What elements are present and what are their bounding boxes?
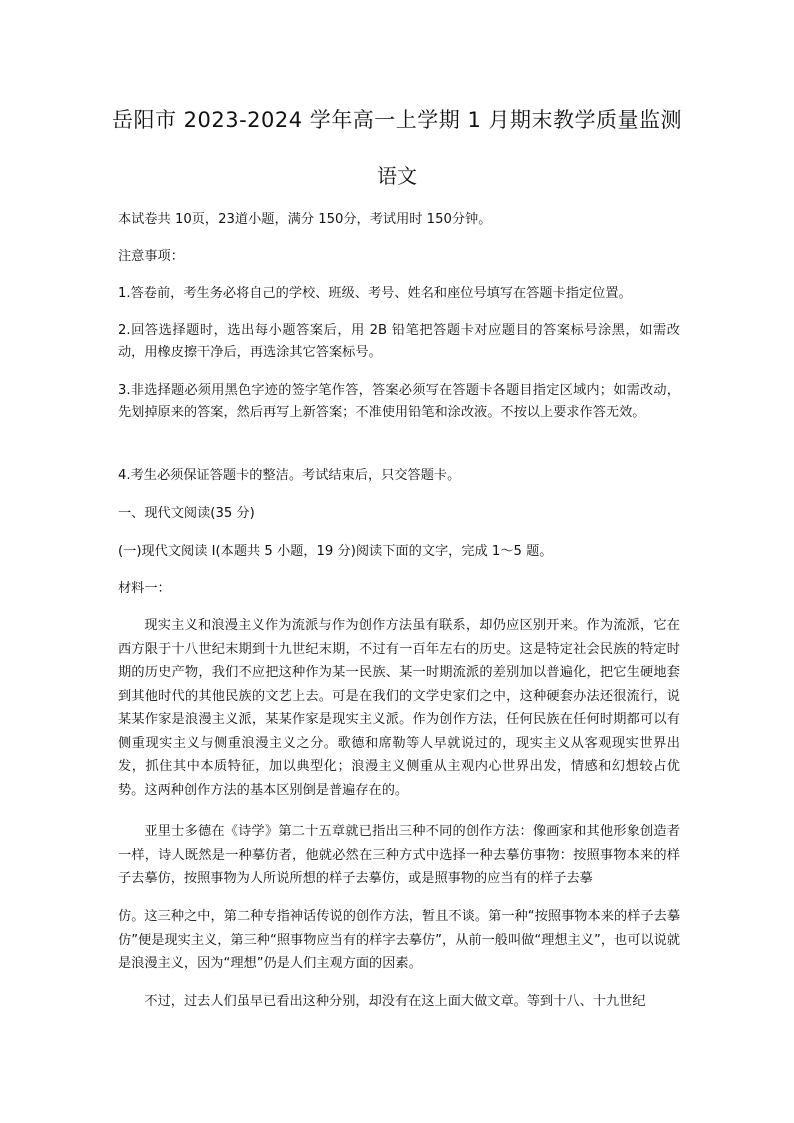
passage-paragraph: 现实主义和浪漫主义作为流派与作为创作方法虽有联系，却仍应区别开来。作为流派，它在西方限于十八世纪末期到十九世纪末期，不过有一百年左右的历史。这是特定社会民族的特定时期的历史产物，我们不应把这种作为某一民族、某一时期流派的差别加以普遍化，把它生硬地套到其他时代的其他民族的文艺上去。可是在我们的文学史家们之中，这种硬套办法还很流行，说某某作家是浪漫主义派，某某作家是现实主义派。作为创作方法，任何民族在任何时期都可以有侧重现实主义与侧重浪漫主义之分。歌德和席勒等人早就说过的，现实主义从客观现实世界出发，抓住其中本质特征，加以典型化；浪漫主义侧重从主观内心世界出发，情感和幻想较占优势。这两种创作方法的基本区别倒是普遍存在的。 [118,618,680,798]
exam-summary: 本试卷共 10页，23道小题，满分 150分，考试用时 150分钟。 [118,212,492,227]
subject-title: 语文 [377,164,417,188]
passage-paragraph: 亚里士多德在《诗学》第二十五章就已指出三种不同的创作方法：像画家和其他形象创造者一样，诗人既然是一种摹仿者，他就必然在三种方式中选择一种去摹仿事物：按照事物本来的样子去摹仿，按照事物为人所说所想的样子去摹仿，或是照事物的应当有的样子去摹 [118,824,680,886]
passage-paragraph: 不过，过去人们虽早已看出这种分别，却没有在这上面大做文章。等到十八、十九世纪 [144,994,646,1009]
section-heading: 一、现代文阅读(35 分) [118,506,255,521]
notice-item: 2.回答选择题时，选出每小题答案后，用 2B 铅笔把答题卡对应题目的答案标号涂黑，如需改动，用橡皮擦干净后，再选涂其它答案标号。 [118,323,680,360]
notice-item: 1.答卷前，考生务必将自己的学校、班级、考号、姓名和座位号填写在答题卡指定位置。 [118,286,632,301]
section-subheading: (一)现代文阅读 I(本题共 5 小题，19 分)阅读下面的文字，完成 1～5 题。 [118,544,553,559]
notice-item: 3.非选择题必须用黑色字迹的签字笔作答，答案必须写在答题卡各题目指定区域内；如需改动，先划掉原来的答案，然后再写上新答案；不准使用铅笔和涂改液。不按以上要求作答无效。 [118,383,680,420]
material-label: 材料一： [118,581,171,596]
exam-title: 岳阳市 2023-2024 学年高一上学期 1 月期末教学质量监测 [111,108,683,132]
notice-heading: 注意事项： [118,249,184,264]
passage-paragraph: 仿。这三种之中，第二种专指神话传说的创作方法，暂且不谈。第一种“按照事物本来的样子去摹仿”便是现实主义，第三种“照事物应当有的样字去摹仿”，从前一般叫做“理想主义”，也可以说就是浪漫主义，因为“理想”仍是人们主观方面的因素。 [118,909,681,971]
notice-item: 4.考生必须保证答题卡的整洁。考试结束后，只交答题卡。 [118,468,461,483]
